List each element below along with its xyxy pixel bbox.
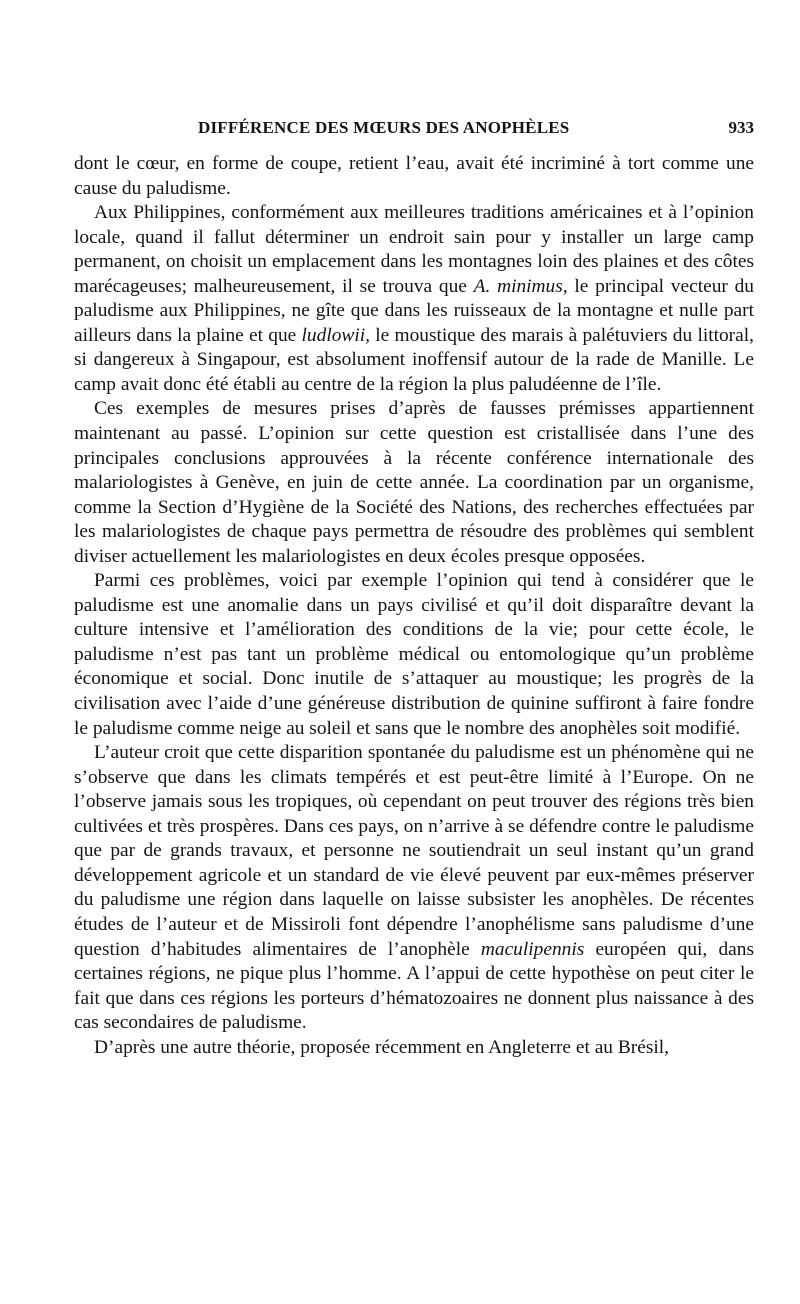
paragraph-philippines — [74, 201, 754, 397]
running-title: DIFFÉRENCE DES MŒURS DES ANOPHÈLES — [198, 118, 570, 137]
paragraph-continued — [74, 152, 754, 201]
paragraph-text: le principal vecteur du paludisme aux Philippines, ne gîte que dans les ruisseaux de la montagne et nulle part ailleurs dans la plaine et que — [74, 275, 754, 346]
paragraph-author — [74, 741, 754, 1036]
species-name: A. minimus, — [473, 275, 568, 297]
paragraph-text: Ces exemples de mesures prises d’après de fausses prémisses appartiennent maintenant au passé. L’opinion sur cette question est cristallisée dans l’une des principales conclusions approuvées à la récente conférence internationale des malariologistes à Genève, en juin de cette année. La coordination par un organisme, comme la Section d’Hygiène de la Société des Nations, des recherches effectuées par les malariologistes de chaque pays permettra de résoudre des problèmes qui semblent diviser actuellement les malariologistes en deux écoles presque opposées. — [74, 398, 754, 567]
paragraph-text: européen qui, dans certaines régions, ne pique plus l’homme. A l’appui de cette hypothèse on peut citer le fait que dans ces régions les porteurs d’hématozoaires ne donnent plus naissance à des cas secondaires de paludisme. — [74, 938, 754, 1034]
paragraph-theory — [74, 1036, 754, 1061]
paragraph-text: Parmi ces problèmes, voici par exemple l’opinion qui tend à considérer que le paludisme est une anomalie dans un pays civilisé et qu’il doit disparaître devant la culture intensive et l’amélioration des conditions de la vie; pour cette école, le paludisme n’est pas tant un problème médical ou entomologique qu’un problème économique et social. Donc inutile de s’attaquer au moustique; les progrès de la civilisation avec l’aide d’une généreuse distribution de quinine suffiront à faire fondre le paludisme comme neige au soleil et sans que le nombre des anophèles soit modifié. — [74, 570, 754, 739]
paragraph-text: L’auteur croit que cette disparition spontanée du paludisme est un phénomène qui ne s’observe que dans les climats tempérés et est peut-être limité à l’Europe. On ne l’observe jamais sous les tropiques, où cependant on peut trouver des régions très bien cultivées et très prospères. Dans ces pays, on n’arrive à se défendre contre le paludisme que par de grands travaux, et personne ne soutiendrait un seul instant qu’un grand développement agricole et un standard de vie élevé peuvent par eux-mêmes préserver du paludisme une région dans laquelle on laisse subsister les anophèles. De récentes études de l’auteur et de Missiroli font dépendre l’anophélisme sans paludisme d’une question d’habitudes alimentaires de l’anophèle — [74, 742, 754, 960]
body-text — [74, 152, 754, 1060]
species-name: ludlowii, — [301, 324, 370, 346]
species-name: maculipennis — [480, 938, 585, 960]
paragraph-text: dont le cœur, en forme de coupe, retient l’eau, avait été incriminé à tort comme une cause du paludisme. — [74, 153, 754, 199]
paragraph-text: Aux Philippines, conformément aux meilleures traditions américaines et à l’opinion locale, quand il fallut déterminer un endroit sain pour y installer un large camp permanent, on choisit un emplacement dans les montagnes loin des plaines et des côtes marécageuses; malheureusement, il se trouva que — [74, 202, 754, 297]
running-head — [74, 112, 754, 152]
page-number: 933 — [728, 118, 754, 137]
page — [74, 112, 754, 1262]
paragraph-text: le moustique des marais à palétuviers du littoral, si dangereux à Singapour, est absolument inoffensif autour de la rade de Manille. Le camp avait donc été établi au centre de la région la plus paludéenne de l’île. — [74, 324, 754, 395]
paragraph-text: D’après une autre théorie, proposée récemment en Angleterre et au Brésil, — [94, 1036, 670, 1058]
paragraph-examples — [74, 397, 754, 569]
paragraph-problems — [74, 569, 754, 741]
